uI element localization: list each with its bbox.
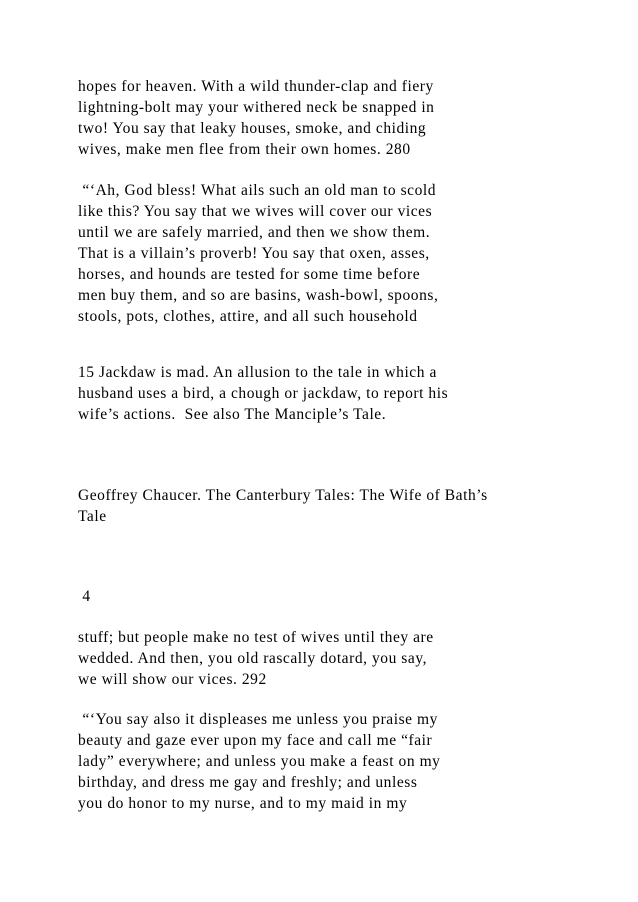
paragraph-4-line-4: birthday, and dress me gay and freshly; and unless	[78, 774, 418, 791]
paragraph-2-line-4: That is a villain’s proverb! You say that oxen, asses,	[78, 245, 430, 262]
paragraph-2-line-5: horses, and hounds are tested for some time before	[78, 266, 421, 283]
running-header-line-1: Geoffrey Chaucer. The Canterbury Tales: The Wife of Bath’s	[78, 487, 488, 504]
running-header-line-2: Tale	[78, 508, 107, 525]
paragraph-4-line-1: “‘You say also it displeases me unless you praise my	[78, 711, 438, 728]
paragraph-2-line-7: stools, pots, clothes, attire, and all such household	[78, 308, 418, 325]
paragraph-3-line-2: wedded. And then, you old rascally dotard, you say,	[78, 650, 428, 667]
paragraph-3-line-1: stuff; but people make no test of wives until they are	[78, 629, 434, 646]
paragraph-1-line-4: wives, make men flee from their own homes. 280	[78, 141, 411, 158]
paragraph-1-line-1: hopes for heaven. With a wild thunder-clap and fiery	[78, 78, 434, 95]
paragraph-4-line-2: beauty and gaze ever upon my face and call me “fair	[78, 732, 433, 749]
paragraph-1-line-3: two! You say that leaky houses, smoke, and chiding	[78, 120, 427, 137]
footnote-line-3: wife’s actions. See also The Manciple’s Tale.	[78, 406, 387, 423]
paragraph-4-line-5: you do honor to my nurse, and to my maid in my	[78, 795, 408, 812]
footnote-line-1: 15 Jackdaw is mad. An allusion to the tale in which a	[78, 364, 437, 381]
paragraph-2-line-1: “‘Ah, God bless! What ails such an old man to scold	[78, 182, 437, 199]
page-number: 4	[78, 588, 91, 605]
paragraph-2-line-6: men buy them, and so are basins, wash-bowl, spoons,	[78, 287, 439, 304]
paragraph-1-line-2: lightning-bolt may your withered neck be snapped in	[78, 99, 435, 116]
footnote-line-2: husband uses a bird, a chough or jackdaw, to report his	[78, 385, 449, 402]
paragraph-3-line-3: we will show our vices. 292	[78, 671, 267, 688]
paragraph-4-line-3: lady” everywhere; and unless you make a feast on my	[78, 753, 441, 770]
paragraph-2-line-3: until we are safely married, and then we show them.	[78, 224, 431, 241]
paragraph-2-line-2: like this? You say that we wives will cover our vices	[78, 203, 433, 220]
